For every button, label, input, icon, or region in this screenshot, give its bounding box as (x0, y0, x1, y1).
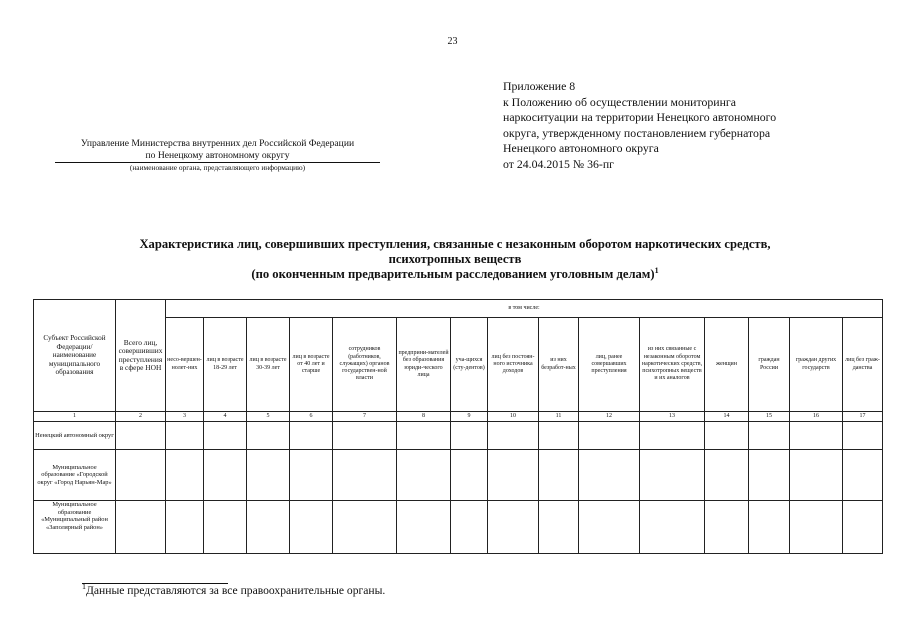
column-header: сотрудников (работников, служащих) органов государствен-ной власти (333, 318, 397, 412)
table-cell (204, 422, 247, 450)
column-header: граждан России (749, 318, 790, 412)
column-number: 2 (116, 412, 166, 422)
table-cell (116, 422, 166, 450)
table-cell (247, 450, 290, 501)
column-header: лиц без постоян-ного источника доходов (488, 318, 539, 412)
table-cell (579, 501, 640, 554)
column-number: 12 (579, 412, 640, 422)
table-cell (333, 450, 397, 501)
table-cell (333, 501, 397, 554)
row-label: Муниципальное образование «Городской округ «Город Нарьян-Мар» (34, 450, 116, 501)
column-number: 3 (166, 412, 204, 422)
subject-header: Субъект Российской Федерации/ наименование муниципального образования (34, 300, 116, 412)
table-cell (705, 501, 749, 554)
table-cell (116, 450, 166, 501)
table-cell (843, 422, 883, 450)
table-cell (749, 501, 790, 554)
table-cell (749, 450, 790, 501)
table-cell (247, 501, 290, 554)
appendix-line: наркоситуации на территории Ненецкого автономного (503, 110, 777, 124)
document-title (60, 237, 850, 282)
appendix-line: округа, утвержденному постановлением губернатора (503, 125, 771, 140)
table-cell (451, 422, 488, 450)
table-cell (488, 422, 539, 450)
table-cell (397, 422, 451, 450)
appendix-block (503, 79, 776, 172)
table-row (34, 450, 883, 501)
table-cell (790, 450, 843, 501)
column-number: 9 (451, 412, 488, 422)
table-row (34, 501, 883, 554)
column-number: 15 (749, 412, 790, 422)
column-header: лиц, ранее совершавших преступления (579, 318, 640, 412)
footnote (82, 584, 385, 597)
table-cell (843, 501, 883, 554)
title-line2: психотропных веществ (388, 252, 522, 266)
column-header: лиц в возрасте 18-29 лет (204, 318, 247, 412)
column-header: несо-вершен-нолет-них (166, 318, 204, 412)
table-cell (397, 501, 451, 554)
including-header: в том числе: (166, 300, 883, 318)
column-header: из них безработ-ных (539, 318, 579, 412)
column-header: женщин (705, 318, 749, 412)
organization-name-line2: по Ненецкому автономному округу (55, 150, 380, 163)
table-cell (640, 501, 705, 554)
column-number: 8 (397, 412, 451, 422)
table-cell (204, 501, 247, 554)
column-header: лиц в возрасте 30-39 лет (247, 318, 290, 412)
column-number: 13 (640, 412, 705, 422)
table-cell (397, 450, 451, 501)
column-number: 10 (488, 412, 539, 422)
table-cell (705, 422, 749, 450)
table-cell (640, 422, 705, 450)
title-line3: (по оконченным предварительным расследованием уголовным делам)$^1$ (251, 265, 659, 281)
table-cell (166, 422, 204, 450)
table-cell (333, 422, 397, 450)
organization-block (55, 138, 380, 173)
column-number: 1 (34, 412, 116, 422)
column-number: 17 (843, 412, 883, 422)
table-cell (166, 501, 204, 554)
table-cell (451, 450, 488, 501)
table-row (34, 422, 883, 450)
appendix-line: Ненецкого автономного округа (503, 141, 659, 155)
table-cell (290, 422, 333, 450)
title-line1: Характеристика лиц, совершивших преступления, связанные с незаконным оборотом наркотических средств, (139, 237, 771, 251)
table-cell (488, 450, 539, 501)
column-number: 7 (333, 412, 397, 422)
table-cell (116, 501, 166, 554)
row-label: Ненецкий автономный округ (34, 422, 116, 450)
page-number: 23 (447, 36, 458, 47)
table-cell (539, 501, 579, 554)
column-number: 6 (290, 412, 333, 422)
organization-caption: (наименование органа, представляющего информацию) (129, 163, 306, 172)
footnote-text: Данные представляются за все правоохранительные органы. (86, 584, 386, 597)
column-number: 11 (539, 412, 579, 422)
column-number: 14 (705, 412, 749, 422)
table-cell (579, 422, 640, 450)
column-number: 4 (204, 412, 247, 422)
column-header: лиц без граж-данства (843, 318, 883, 412)
table-cell (749, 422, 790, 450)
table-cell (290, 501, 333, 554)
appendix-line: к Положению об осуществлении мониторинга (503, 94, 736, 109)
report-table (33, 299, 883, 554)
column-header: предприни-мателей без образования юриди-ческого лица (397, 318, 451, 412)
table-cell (488, 501, 539, 554)
table-cell (790, 501, 843, 554)
table-cell (290, 450, 333, 501)
row-label: Муниципальное образование «Муниципальный район «Заполярный район» (34, 501, 116, 554)
appendix-line: от 24.04.2015 № 36-пг (503, 156, 614, 171)
footnote-mark: 1 (82, 582, 86, 592)
column-header: уча-щихся (сту-дентов) (451, 318, 488, 412)
column-header: лиц в возрасте от 40 лет и старше (290, 318, 333, 412)
total-header: Всего лиц, совершивших преступления в сфере НОН (116, 300, 166, 412)
table-cell (843, 450, 883, 501)
column-number: 16 (790, 412, 843, 422)
table-cell (247, 422, 290, 450)
column-number: 5 (247, 412, 290, 422)
title-footnote-mark: 1 (654, 265, 659, 275)
organization-name-line1: Управление Министерства внутренних дел Российской Федерации (80, 138, 355, 149)
table-cell (166, 450, 204, 501)
column-header: из них связанные с незаконным оборотом наркотических средств, психотропных веществ и их аналогов (640, 318, 705, 412)
table-cell (579, 450, 640, 501)
table-cell (204, 450, 247, 501)
table-cell (451, 501, 488, 554)
table-cell (539, 422, 579, 450)
table-cell (705, 450, 749, 501)
table-cell (539, 450, 579, 501)
column-header: граждан других государств (790, 318, 843, 412)
table-cell (790, 422, 843, 450)
table-cell (640, 450, 705, 501)
appendix-line: Приложение 8 (503, 79, 576, 93)
